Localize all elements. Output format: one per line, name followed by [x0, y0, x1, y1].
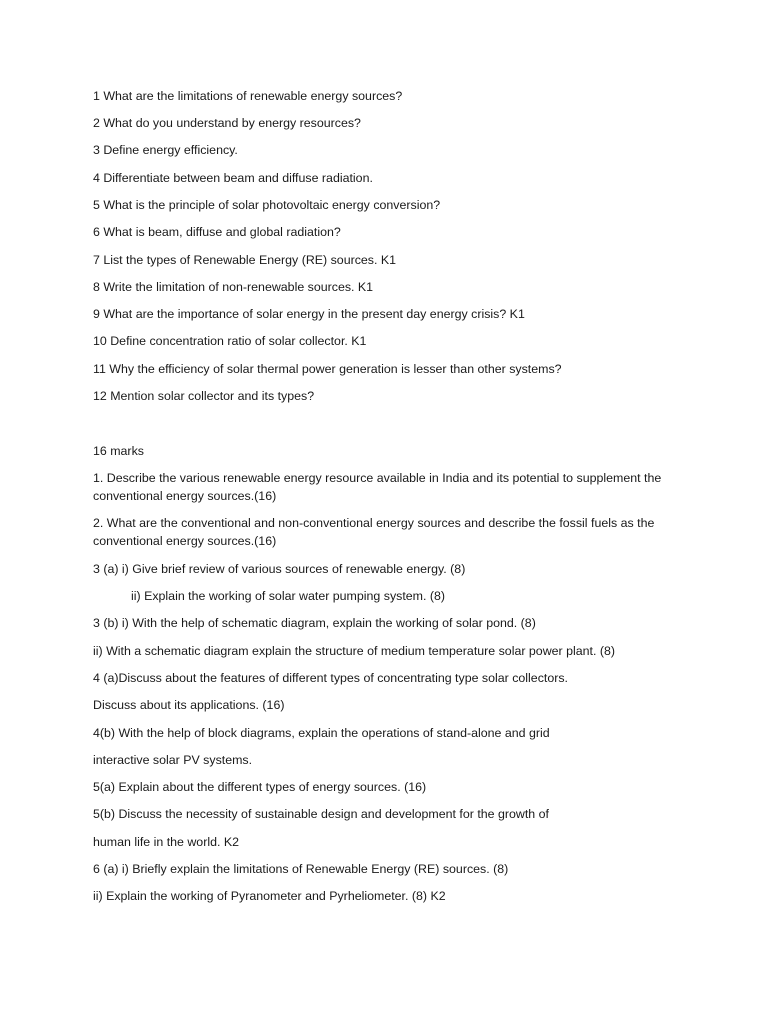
long-question-3b-ii: ii) With a schematic diagram explain the structure of medium temperature solar power plant. (8) [93, 644, 615, 658]
short-question-6: 6 What is beam, diffuse and global radiation? [93, 225, 341, 239]
short-question-11: 11 Why the efficiency of solar thermal power generation is lesser than other systems? [93, 362, 562, 376]
long-question-1: 1. Describe the various renewable energy resource available in India and its potential to supplement the conventional energy sources.(16) [93, 471, 662, 503]
long-question-4a-cont: Discuss about its applications. (16) [93, 698, 285, 712]
long-question-2: 2. What are the conventional and non-conventional energy sources and describe the fossil fuels as the conventional energy sources.(16) [93, 516, 655, 548]
long-question-3b-i: 3 (b) i) With the help of schematic diagram, explain the working of solar pond. (8) [93, 616, 536, 630]
long-question-3a-ii: ii) Explain the working of solar water pumping system. (8) [131, 589, 446, 603]
short-question-9: 9 What are the importance of solar energy in the present day energy crisis? K1 [93, 307, 525, 321]
short-question-2: 2 What do you understand by energy resources? [93, 116, 361, 130]
long-question-5b: 5(b) Discuss the necessity of sustainable design and development for the growth of [93, 807, 549, 821]
long-question-3a-i: 3 (a) i) Give brief review of various sources of renewable energy. (8) [93, 562, 466, 576]
long-question-5b-cont: human life in the world. K2 [93, 835, 240, 849]
short-question-1: 1 What are the limitations of renewable energy sources? [93, 89, 403, 103]
long-question-4b: 4(b) With the help of block diagrams, explain the operations of stand-alone and grid [93, 726, 550, 740]
short-question-3: 3 Define energy efficiency. [93, 143, 238, 157]
short-question-4: 4 Differentiate between beam and diffuse radiation. [93, 171, 373, 185]
short-question-7: 7 List the types of Renewable Energy (RE) sources. K1 [93, 253, 397, 267]
long-question-6a-ii: ii) Explain the working of Pyranometer and Pyrheliometer. (8) K2 [93, 889, 446, 903]
short-question-10: 10 Define concentration ratio of solar collector. K1 [93, 334, 367, 348]
long-question-4a: 4 (a)Discuss about the features of different types of concentrating type solar collectors. [93, 671, 568, 685]
section-heading: 16 marks [93, 444, 144, 458]
long-question-5a: 5(a) Explain about the different types of energy sources. (16) [93, 780, 427, 794]
short-question-5: 5 What is the principle of solar photovoltaic energy conversion? [93, 198, 441, 212]
long-question-6a-i: 6 (a) i) Briefly explain the limitations of Renewable Energy (RE) sources. (8) [93, 862, 509, 876]
short-question-12: 12 Mention solar collector and its types? [93, 389, 315, 403]
long-question-4b-cont: interactive solar PV systems. [93, 753, 253, 767]
short-question-8: 8 Write the limitation of non-renewable sources. K1 [93, 280, 374, 294]
